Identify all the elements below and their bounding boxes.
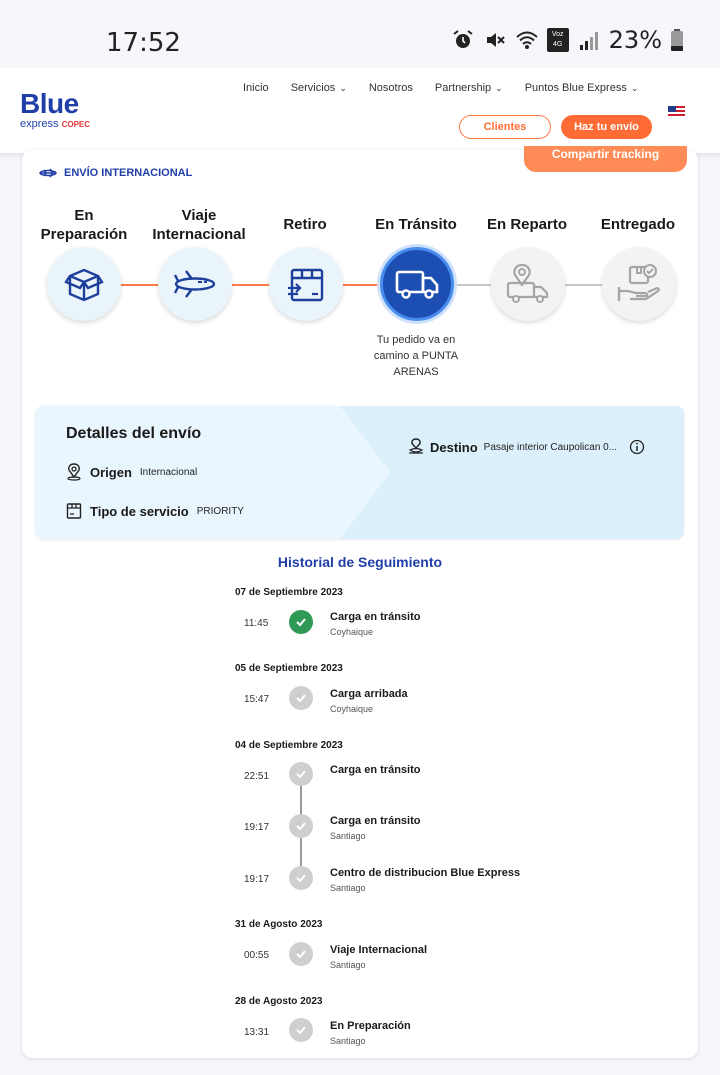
status-bar — [0, 0, 720, 68]
box-icon — [62, 262, 106, 306]
event-title: Carga en tránsito — [330, 611, 421, 623]
history-date: 04 de Septiembre 2023 — [235, 740, 343, 751]
history-date: 07 de Septiembre 2023 — [235, 587, 343, 598]
history-title: Historial de Seguimiento — [277, 554, 443, 570]
share-tracking-button[interactable] — [524, 146, 687, 172]
alarm-icon — [451, 28, 475, 52]
step-label: En Reparto — [486, 216, 567, 233]
check-icon — [294, 819, 308, 833]
battery-percent: 23% — [608, 26, 662, 54]
volte-icon: Voz 4G — [547, 28, 569, 52]
step-entregado — [602, 247, 676, 321]
status-icons — [451, 26, 684, 54]
package-icon — [284, 262, 328, 306]
origin-row — [66, 463, 197, 481]
shipment-type — [38, 166, 192, 180]
step-label: Retiro — [283, 216, 327, 233]
step-connector — [120, 284, 160, 286]
event-status-icon — [289, 866, 313, 890]
truck-icon — [394, 267, 440, 301]
wifi-icon — [515, 28, 539, 52]
timeline-connector — [300, 786, 302, 816]
clock: 17:52 — [106, 28, 181, 58]
step-connector — [452, 284, 492, 286]
event-title: Carga en tránsito — [330, 764, 421, 776]
step-label: Viaje Internacional — [152, 207, 246, 243]
check-icon — [294, 1023, 308, 1037]
nav-item-inicio[interactable] — [243, 82, 269, 94]
info-icon[interactable] — [629, 439, 645, 455]
service-value: PRIORITY — [196, 505, 244, 517]
destination-label: Destino — [430, 439, 478, 455]
event-place: Coyhaique — [330, 627, 374, 637]
nav-item-servicios[interactable] — [291, 82, 347, 94]
event-place: Santiago — [330, 1036, 366, 1046]
step-label: En Preparación — [40, 207, 128, 243]
event-status-icon — [289, 1018, 313, 1042]
mute-icon — [483, 28, 507, 52]
event-title: Carga en tránsito — [330, 815, 421, 827]
main-nav — [243, 82, 660, 94]
plane-small-icon — [38, 166, 58, 180]
event-place: Santiago — [330, 831, 366, 841]
battery-icon — [670, 28, 684, 52]
origin-value: Internacional — [139, 466, 198, 478]
event-status-icon — [289, 942, 313, 966]
event-status-icon — [289, 610, 313, 634]
chevron-down-icon: ⌄ — [339, 82, 347, 93]
check-icon — [294, 691, 308, 705]
event-place: Santiago — [330, 883, 366, 893]
tracking-card — [22, 150, 698, 1058]
origin-label: Origen — [90, 464, 132, 480]
nav-item-label: Nosotros — [368, 82, 413, 94]
event-title: Viaje Internacional — [330, 944, 428, 956]
check-icon — [294, 871, 308, 885]
site-header — [0, 68, 720, 154]
delivered-icon — [616, 263, 662, 305]
nav-item-nosotros[interactable] — [369, 82, 413, 94]
nav-item-label: Puntos Blue Express — [524, 82, 627, 94]
shipment-type-label: ENVÍO INTERNACIONAL — [64, 167, 193, 179]
step-connector — [230, 284, 270, 286]
service-label: Tipo de servicio — [90, 503, 189, 519]
nav-item-label: Partnership — [434, 82, 492, 94]
event-time: 11:45 — [244, 618, 269, 629]
step-viaje — [158, 247, 232, 321]
service-row — [66, 502, 244, 520]
blue-express-logo[interactable] — [20, 90, 90, 131]
step-connector — [342, 284, 382, 286]
event-time: 19:17 — [244, 874, 270, 885]
signal-icon — [577, 28, 601, 52]
details-title: Detalles del envío — [66, 425, 202, 442]
event-status-icon — [289, 762, 313, 786]
destination-row — [408, 438, 645, 456]
destination-pin-icon — [408, 438, 424, 456]
nav-item-label: Inicio — [243, 82, 269, 94]
logo-wordmark: Blue — [20, 88, 79, 119]
step-reparto — [491, 247, 565, 321]
history-date: 28 de Agosto 2023 — [235, 996, 323, 1007]
timeline-connector — [300, 838, 302, 868]
chevron-down-icon: ⌄ — [495, 82, 503, 93]
chevron-down-icon: ⌄ — [630, 82, 639, 93]
plane-icon — [172, 269, 218, 299]
check-icon — [294, 947, 308, 961]
package-small-icon — [66, 502, 82, 520]
destination-value: Pasaje interior Caupolican 0... — [483, 441, 618, 453]
share-tracking-label: Compartir tracking — [551, 147, 660, 161]
event-place: Coyhaique — [330, 704, 374, 714]
nav-item-label: Servicios — [290, 82, 336, 94]
logo-subtitle: express COPEC — [20, 118, 91, 130]
event-time: 22:51 — [244, 771, 270, 782]
event-title: En Preparación — [330, 1020, 411, 1032]
step-status-note: Tu pedido va en camino a PUNTA ARENAS — [373, 334, 459, 378]
event-time: 00:55 — [244, 950, 270, 961]
clientes-button[interactable]: Clientes — [459, 115, 551, 139]
check-icon — [294, 615, 308, 629]
event-time: 19:17 — [244, 822, 270, 833]
event-time: 15:47 — [244, 694, 270, 705]
step-preparacion — [47, 247, 121, 321]
event-title: Carga arribada — [330, 688, 408, 700]
event-time: 13:31 — [244, 1027, 270, 1038]
location-pin-icon — [66, 463, 82, 481]
event-title: Centro de distribucion Blue Express — [330, 867, 521, 879]
step-label: En Tránsito — [375, 216, 457, 233]
step-label: Entregado — [600, 216, 676, 233]
event-status-icon — [289, 814, 313, 838]
delivery-truck-icon — [505, 263, 551, 305]
nav-item-puntos-blue-express[interactable] — [525, 82, 639, 94]
step-retiro — [269, 247, 343, 321]
us-flag-icon[interactable] — [668, 106, 685, 118]
step-transito — [380, 247, 454, 321]
event-status-icon — [289, 686, 313, 710]
step-connector — [563, 284, 603, 286]
history-date: 31 de Agosto 2023 — [235, 919, 323, 930]
event-place: Santiago — [330, 960, 366, 970]
check-icon — [294, 767, 308, 781]
haz-tu-envio-button[interactable]: Haz tu envío — [561, 115, 652, 139]
nav-item-partnership[interactable] — [435, 82, 503, 94]
history-date: 05 de Septiembre 2023 — [235, 663, 343, 674]
